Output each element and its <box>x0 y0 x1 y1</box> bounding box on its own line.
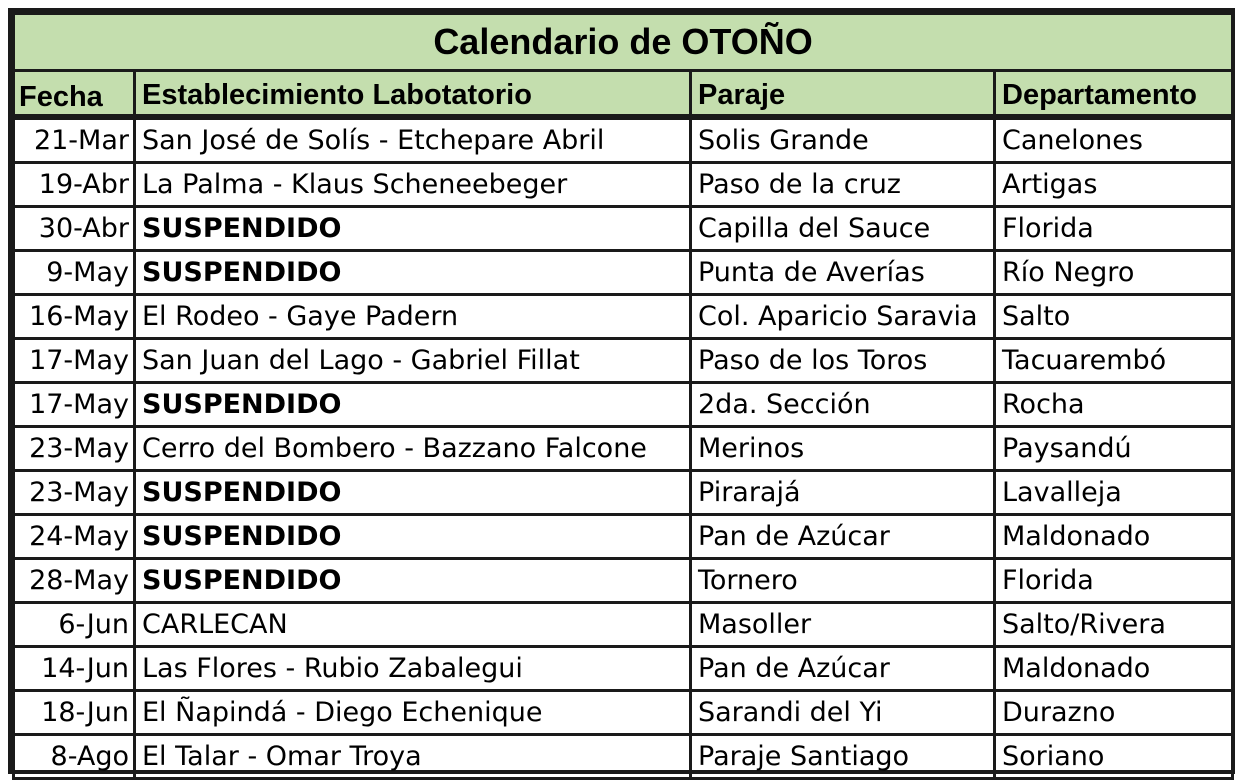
cell-departamento: Paysandú <box>995 427 1233 471</box>
cell-fecha: 28-May <box>14 559 135 603</box>
cell-fecha: 17-May <box>14 339 135 383</box>
cell-establecimiento: SUSPENDIDO <box>135 559 691 603</box>
cell-paraje: Pan de Azúcar <box>691 515 995 559</box>
cell-paraje: Pan de Azúcar <box>691 647 995 691</box>
cell-establecimiento: SUSPENDIDO <box>135 383 691 427</box>
cell-paraje: Paraje Santiago <box>691 735 995 779</box>
cell-departamento: Soriano <box>995 735 1233 779</box>
cell-paraje: Paso de los Toros <box>691 339 995 383</box>
cell-establecimiento: San José de Solís - Etchepare Abril <box>135 117 691 163</box>
cell-departamento: Tacuarembó <box>995 339 1233 383</box>
table-row <box>14 647 1233 691</box>
calendar-sheet <box>8 8 1235 774</box>
cell-fecha: 18-Jun <box>14 691 135 735</box>
cell-fecha: 24-May <box>14 515 135 559</box>
cell-establecimiento: El Ñapindá - Diego Echenique <box>135 691 691 735</box>
cell-departamento: Florida <box>995 207 1233 251</box>
cell-paraje: Col. Aparicio Saravia <box>691 295 995 339</box>
title-row <box>14 14 1233 71</box>
cell-departamento: Canelones <box>995 117 1233 163</box>
table-title: Calendario de OTOÑO <box>14 14 1233 71</box>
cell-departamento: Río Negro <box>995 251 1233 295</box>
cell-establecimiento: SUSPENDIDO <box>135 251 691 295</box>
cell-departamento: Rocha <box>995 383 1233 427</box>
cell-establecimiento: El Talar - Omar Troya <box>135 735 691 779</box>
cell-paraje: Solis Grande <box>691 117 995 163</box>
header-paraje: Paraje <box>691 71 995 118</box>
cell-departamento: Artigas <box>995 163 1233 207</box>
cell-fecha: 23-May <box>14 427 135 471</box>
cell-fecha: 8-Ago <box>14 735 135 779</box>
cell-establecimiento: CARLECAN <box>135 603 691 647</box>
table-row <box>14 515 1233 559</box>
table-row <box>14 339 1233 383</box>
cell-establecimiento: Cerro del Bombero - Bazzano Falcone <box>135 427 691 471</box>
table-row <box>14 295 1233 339</box>
header-departamento: Departamento <box>995 71 1233 118</box>
cell-departamento: Maldonado <box>995 647 1233 691</box>
table-row <box>14 163 1233 207</box>
table-row <box>14 383 1233 427</box>
cell-departamento: Salto <box>995 295 1233 339</box>
cell-establecimiento: SUSPENDIDO <box>135 207 691 251</box>
cell-paraje: Sarandi del Yi <box>691 691 995 735</box>
table-row <box>14 427 1233 471</box>
header-row <box>14 71 1233 118</box>
table-row <box>14 471 1233 515</box>
table-row <box>14 559 1233 603</box>
cell-establecimiento: SUSPENDIDO <box>135 515 691 559</box>
cell-establecimiento: La Palma - Klaus Scheneebeger <box>135 163 691 207</box>
cell-fecha: 9-May <box>14 251 135 295</box>
table-row <box>14 207 1233 251</box>
cell-departamento: Durazno <box>995 691 1233 735</box>
cell-establecimiento: SUSPENDIDO <box>135 471 691 515</box>
cell-paraje: Pirarajá <box>691 471 995 515</box>
table-row <box>14 603 1233 647</box>
cell-establecimiento: San Juan del Lago - Gabriel Fillat <box>135 339 691 383</box>
cell-establecimiento: Las Flores - Rubio Zabalegui <box>135 647 691 691</box>
header-establecimiento: Establecimiento Labotatorio <box>135 71 691 118</box>
cell-fecha: 23-May <box>14 471 135 515</box>
cell-paraje: Tornero <box>691 559 995 603</box>
table-row <box>14 117 1233 163</box>
cell-paraje: Merinos <box>691 427 995 471</box>
cell-fecha: 21-Mar <box>14 117 135 163</box>
header-fecha: Fecha <box>14 71 135 118</box>
cell-fecha: 19-Abr <box>14 163 135 207</box>
cell-departamento: Salto/Rivera <box>995 603 1233 647</box>
cell-fecha: 16-May <box>14 295 135 339</box>
cell-fecha: 30-Abr <box>14 207 135 251</box>
cell-fecha: 6-Jun <box>14 603 135 647</box>
table-row <box>14 251 1233 295</box>
cell-establecimiento: El Rodeo - Gaye Padern <box>135 295 691 339</box>
cell-paraje: Capilla del Sauce <box>691 207 995 251</box>
cell-departamento: Lavalleja <box>995 471 1233 515</box>
cell-departamento: Maldonado <box>995 515 1233 559</box>
calendar-table <box>12 12 1234 780</box>
table-row <box>14 691 1233 735</box>
table-row <box>14 735 1233 779</box>
cell-paraje: Masoller <box>691 603 995 647</box>
cell-departamento: Florida <box>995 559 1233 603</box>
cell-paraje: Punta de Averías <box>691 251 995 295</box>
cell-paraje: 2da. Sección <box>691 383 995 427</box>
cell-fecha: 17-May <box>14 383 135 427</box>
cell-fecha: 14-Jun <box>14 647 135 691</box>
cell-paraje: Paso de la cruz <box>691 163 995 207</box>
